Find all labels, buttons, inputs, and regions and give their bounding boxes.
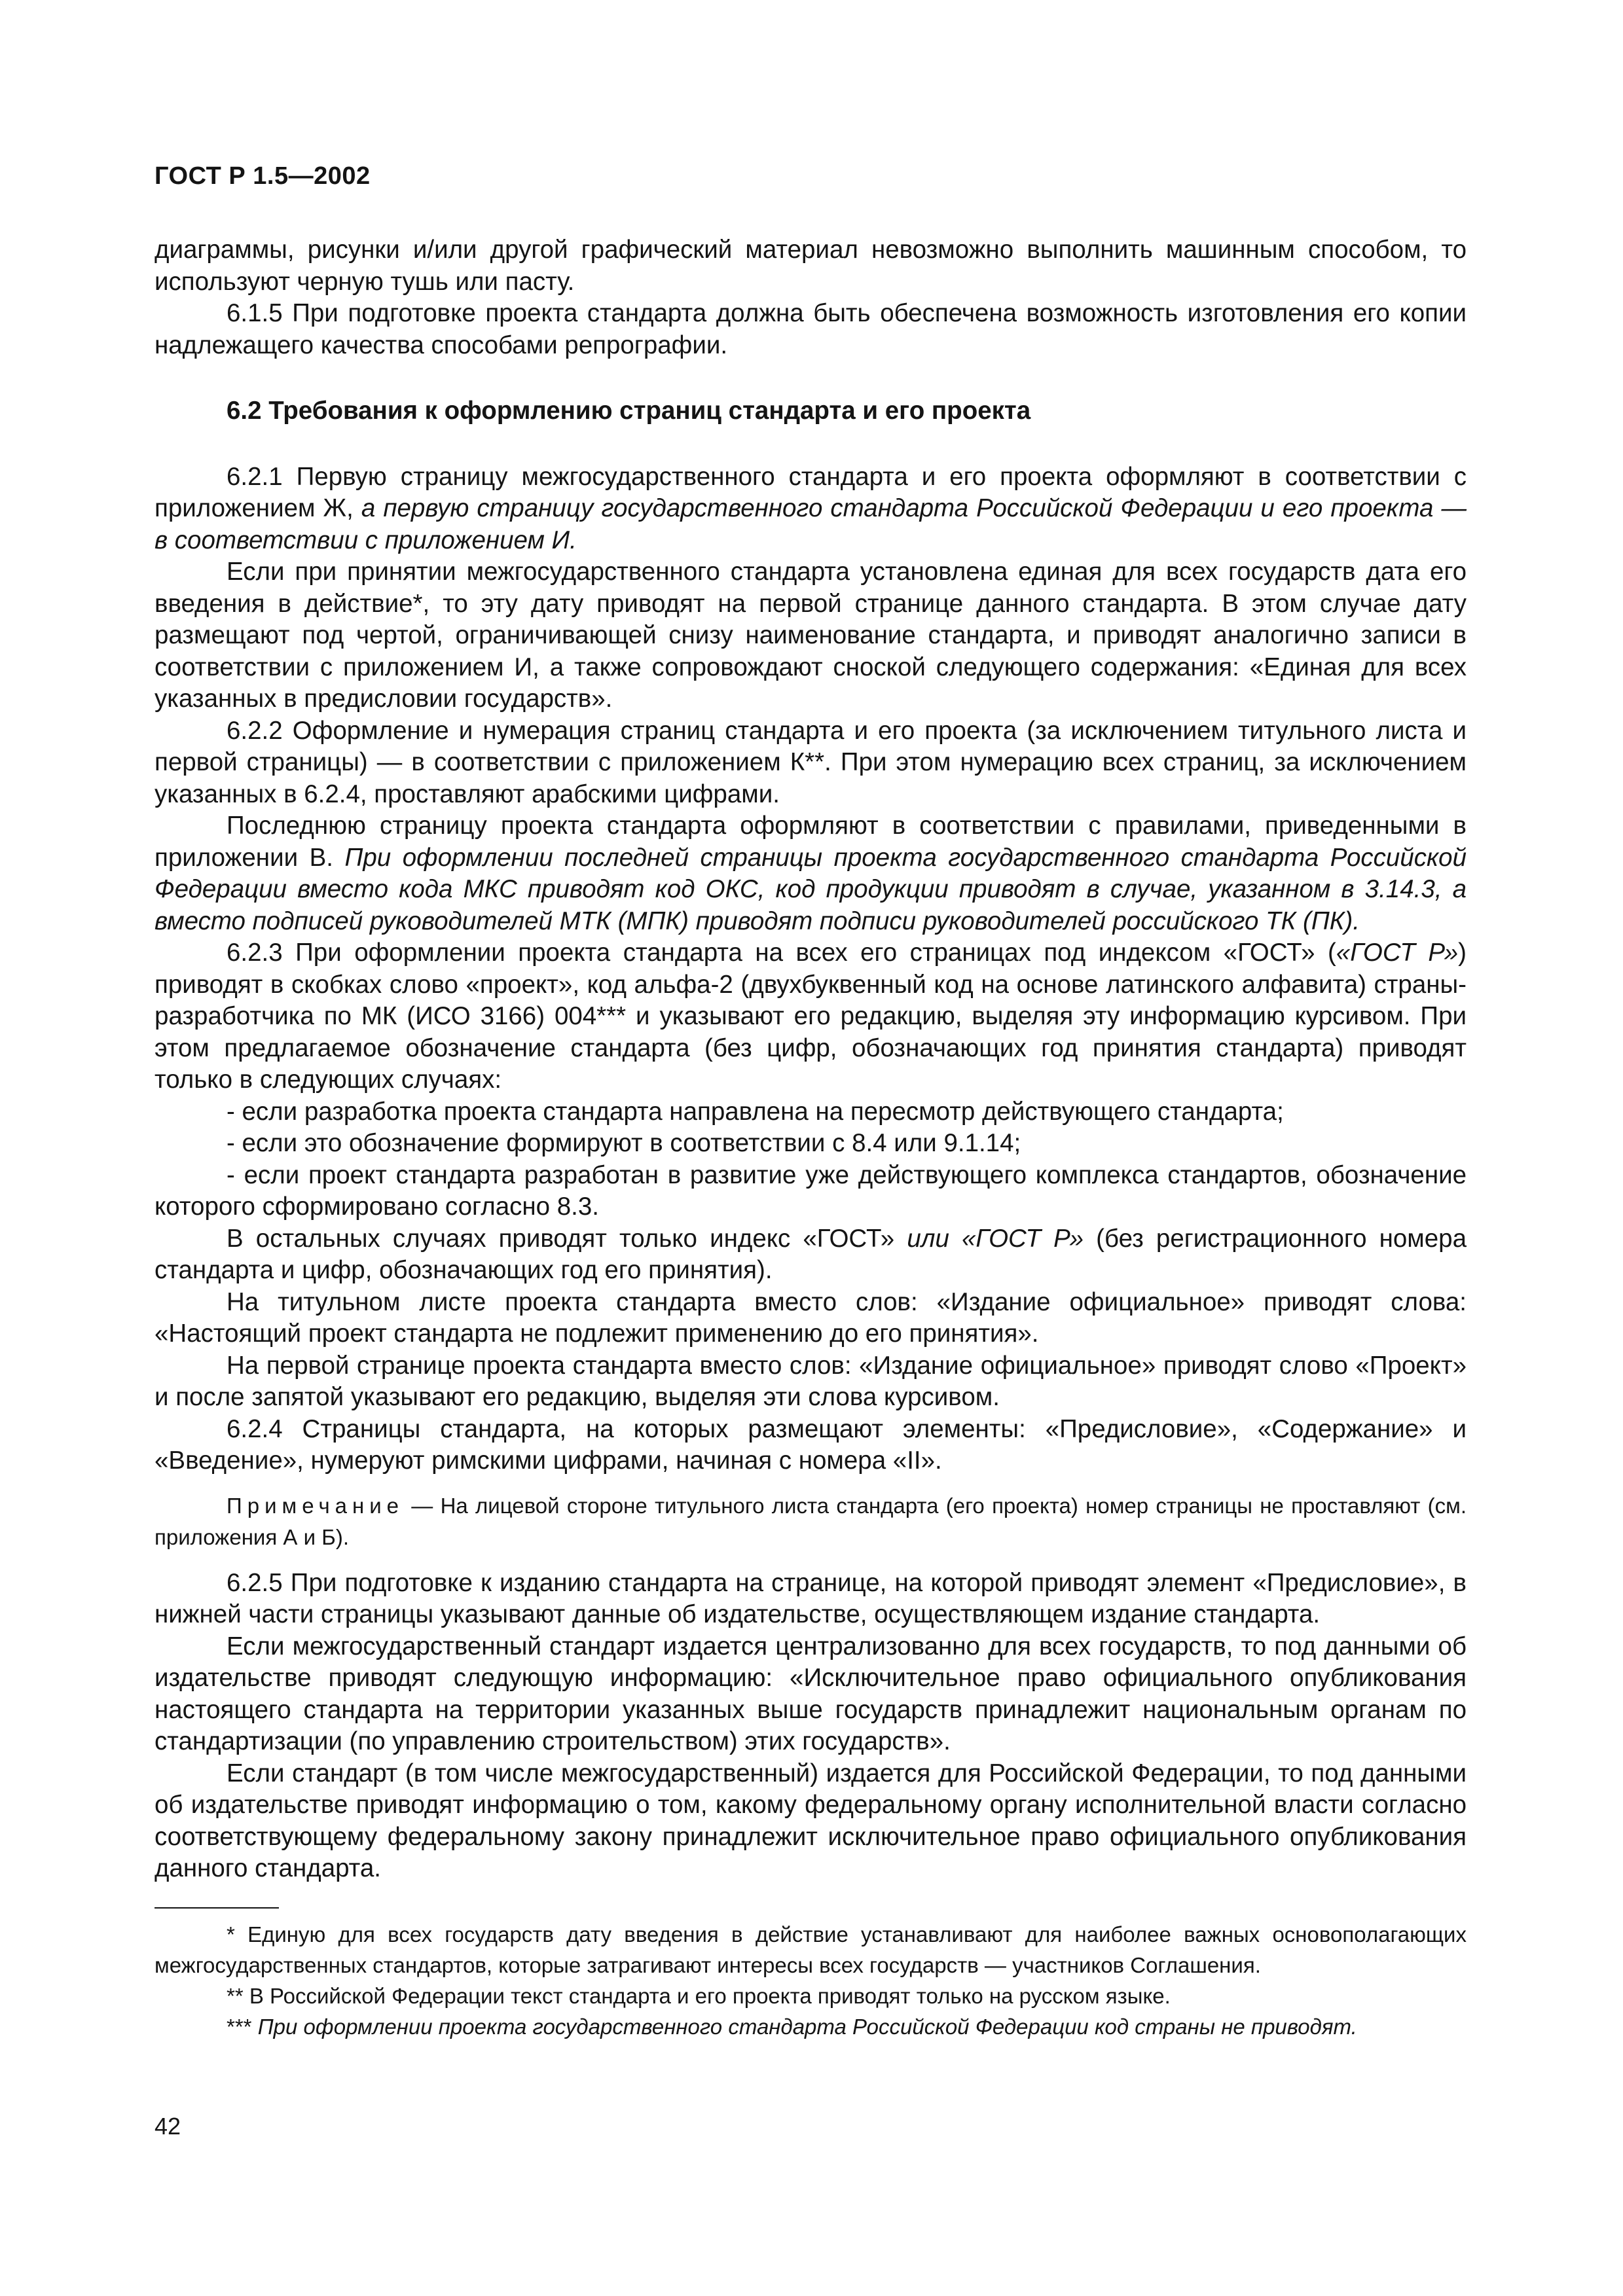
paragraph-last-page [155, 810, 1467, 937]
paragraph-last-page-italic: При оформлении последней страницы проекта государственного стандарта Российской Федерации вместо кода МКС приводят код ОКС, код продукции приводят в случае, указанном в 3.14.3, а вместо подписей руководителей МТК (МПК) приводят подписи руководителей российского ТК (ПК). [155, 843, 1467, 935]
page-body [155, 234, 1467, 2042]
footnote-3-text: При оформлении проекта государственного стандарта Российской Федерации код страны не приводят. [257, 2014, 1357, 2039]
list-item: - если разработка проекта стандарта направлена на пересмотр действующего стандарта; [227, 1097, 1284, 1126]
footnote-divider [155, 1907, 279, 1909]
paragraph-other-cases-italic: или «ГОСТ Р» [907, 1224, 1084, 1253]
note-label: Примечание [227, 1493, 405, 1518]
paragraph-russian-federation: Если стандарт (в том числе межгосударственный) издается для Российской Федерации, то под данными об издательстве приводят информацию о том, какому федеральному органу исполнительной власти согласно соответствующему федеральному закону принадлежит исключительное право официального опубликования данного стандарта. [155, 1759, 1467, 1882]
footnote-3 [155, 2011, 1467, 2042]
paragraph-6-2-1-text: 6.2.1 Первую страницу межгосударственного стандарта и его проекта оформляют в соответствии с приложением Ж, [155, 462, 1467, 522]
paragraph-6-2-1-italic: а первую страницу государственного стандарта Российской Федерации и его проекта — в соответствии с приложением И. [155, 494, 1467, 554]
footnote-2: ** В Российской Федерации текст стандарта и его проекта приводят только на русском языке. [227, 1983, 1171, 2008]
section-title-6-2: 6.2 Требования к оформлению страниц стандарта и его проекта [227, 397, 1031, 425]
paragraph-6-2-3-italic: «ГОСТ Р» [1336, 939, 1459, 967]
page-header: ГОСТ Р 1.5—2002 [155, 162, 371, 190]
footnotes [155, 1919, 1467, 2042]
paragraph-centralized: Если межгосударственный стандарт издается централизованно для всех государств, то под данными об издательстве приводят следующую информацию: «Исключительное право официального опубликования настоящего стандарта на территории указанных выше государств принадлежит национальным органам по стандартизации (по управлению строительством) этих государств». [155, 1632, 1467, 1755]
paragraph-6-2-3-text-b: ) приводят в скобках слово «проект», код альфа-2 (двухбуквенный код на основе латинского алфавита) страны-разработчика по МК (ИСО 3166) 004*** и указывают его редакцию, выделяя эту информацию курсивом. При этом предлагаемое обозначение стандарта (без цифр, обозначающих год принятия стандарта) приводят только в следующих случаях: [155, 939, 1467, 1094]
paragraph-6-2-2: 6.2.2 Оформление и нумерация страниц стандарта и его проекта (за исключением титульного листа и первой страницы) — в соответствии с приложением К**. При этом нумерацию всех страниц, за исключением указанных в 6.2.4, проставляют арабскими цифрами. [155, 716, 1467, 808]
page-number: 42 [155, 2113, 181, 2140]
paragraph-other-cases [155, 1223, 1467, 1287]
footnote-3-mark: *** [227, 2014, 258, 2039]
list-item: - если проект стандарта разработан в развитие уже действующего комплекса стандартов, обозначение которого сформировано согласно 8.3. [155, 1160, 1467, 1221]
paragraph-title-sheet: На титульном листе проекта стандарта вместо слов: «Издание официальное» приводят слова: «Настоящий проект стандарта не подлежит применению до его принятия». [155, 1287, 1467, 1348]
paragraph-6-2-4: 6.2.4 Страницы стандарта, на которых размещают элементы: «Предисловие», «Содержание» и «Введение», нумеруют римскими цифрами, начиная с номера «II». [155, 1414, 1467, 1475]
paragraph-first-page: На первой странице проекта стандарта вместо слов: «Издание официальное» приводят слово «Проект» и после запятой указывают его редакцию, выделяя эти слова курсивом. [155, 1351, 1467, 1411]
paragraph-last-page-text: Последнюю страницу проекта стандарта оформляют в соответствии с правилами, приведенными в приложении В. [155, 812, 1467, 872]
paragraph-6-2-5: 6.2.5 При подготовке к изданию стандарта на странице, на которой приводят элемент «Предисловие», в нижней части страницы указывают данные об издательстве, осуществляющем издание стандарта. [155, 1568, 1467, 1628]
paragraph-other-cases-text-a: В остальных случаях приводят только индекс «ГОСТ» [227, 1224, 907, 1253]
paragraph-6-2-1 [155, 461, 1467, 557]
paragraph-6-2-3-text-a: 6.2.3 При оформлении проекта стандарта на всех его страницах под индексом «ГОСТ» ( [227, 939, 1336, 967]
paragraph-continued: диаграммы, рисунки и/или другой графический материал невозможно выполнить машинным способом, то используют черную тушь или пасту. [155, 236, 1467, 296]
note [155, 1490, 1467, 1553]
paragraph-date-introduction: Если при принятии межгосударственного стандарта установлена единая для всех государств дата его введения в действие*, то эту дату приводят на первой странице данного стандарта. В этом случае дату размещают под чертой, ограничивающей снизу наименование стандарта, и приводят аналогично записи в соответствии с приложением И, а также сопровождают сноской следующего содержания: «Единая для всех указанных в предисловии государств». [155, 558, 1467, 713]
paragraph-other-cases-text-b: (без регистрационного номера стандарта и цифр, обозначающих год его принятия). [155, 1224, 1467, 1284]
list-item: - если это обозначение формируют в соответствии с 8.4 или 9.1.14; [227, 1129, 1021, 1157]
note-text: — На лицевой стороне титульного листа стандарта (его проекта) номер страницы не проставляют (см. приложения А и Б). [155, 1493, 1467, 1549]
paragraph-6-2-3 [155, 937, 1467, 1096]
paragraph-6-1-5: 6.1.5 При подготовке проекта стандарта должна быть обеспечена возможность изготовления его копии надлежащего качества способами репрографии. [155, 299, 1467, 359]
footnote-1: * Единую для всех государств дату введения в действие устанавливают для наиболее важных основополагающих межгосударственных стандартов, которые затрагивают интересы всех государств — участников Соглашения. [155, 1922, 1467, 1977]
